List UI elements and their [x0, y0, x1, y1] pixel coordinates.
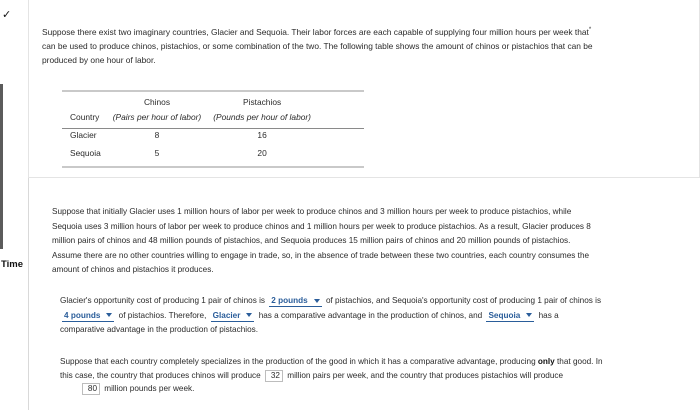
- opportunity-cost-question: [60, 294, 650, 338]
- time-label: Time: [1, 259, 24, 270]
- scenario-paragraph: [52, 205, 647, 278]
- answer-text-6: comparative advantage in the production of pistachios.: [60, 325, 258, 335]
- production-table: [64, 90, 317, 160]
- pistachios-cell: 20: [257, 147, 267, 158]
- pistachios-advantage-dropdown[interactable]: [486, 311, 534, 322]
- specialization-question: [60, 355, 650, 396]
- dropdown-value: Sequoia: [488, 310, 521, 320]
- country-header: Country: [70, 111, 100, 122]
- spec-text-1: Suppose that each country completely specializes in the production of the good in which it has a comparative advantage, producing: [60, 357, 536, 366]
- intro-line-2: can be used to produce chinos, pistachios, or some combination of the two. The following table shows the amount of chinos or pistachios that can be: [42, 41, 593, 52]
- scenario-line-3: million pairs of chinos and 48 million pounds of pistachios, and Sequoia produces 15 million pairs of chinos and 20 million pounds of pistachios.: [52, 236, 571, 245]
- caret-down-icon: [314, 299, 320, 303]
- pistachios-quantity-input[interactable]: 80: [82, 383, 100, 395]
- answer-text-5: has a: [538, 310, 559, 320]
- answer-text-1: Glacier's opportunity cost of producing 1 pair of chinos is: [60, 296, 265, 305]
- answer-text-2: of pistachios, and Sequoia's opportunity cost of producing 1 pair of chinos is: [325, 296, 602, 305]
- scenario-line-2: Sequoia uses 3 million hours of labor per week to produce chinos and 1 million hours per week to produce pistachios. As a result, Glacier produces 8: [52, 221, 591, 231]
- country-cell: Glacier: [70, 129, 97, 140]
- intro-line-3: produced by one hour of labor.: [42, 55, 156, 66]
- chinos-advantage-dropdown[interactable]: [211, 311, 255, 322]
- table-row: [64, 142, 317, 160]
- dropdown-value: 4 pounds: [64, 310, 101, 320]
- chinos-cell: 8: [154, 129, 160, 140]
- chinos-cell: 5: [154, 147, 160, 158]
- dropdown-value: Glacier: [212, 310, 241, 320]
- spec-text-4: million pairs per week, and the country that produces pistachios will produce: [287, 370, 564, 380]
- table-row: [64, 124, 317, 142]
- scenario-line-4: Assume there are no other countries willing to engage in trade, so, in the absence of trade between these two countries, each country consumes the: [52, 250, 590, 260]
- chinos-quantity-input[interactable]: 32: [265, 370, 283, 382]
- caret-down-icon: [246, 313, 252, 317]
- caret-down-icon: [106, 313, 112, 317]
- answer-text-4: has a comparative advantage in the production of chinos, and: [258, 310, 483, 320]
- spec-text-2: that good. In: [557, 357, 603, 366]
- glacier-opportunity-cost-dropdown[interactable]: [269, 296, 321, 307]
- pistachios-header: Pistachios: [243, 96, 282, 107]
- left-sidebar: [0, 0, 29, 410]
- chinos-header: Chinos: [143, 96, 171, 107]
- emphasis-only: only: [537, 357, 555, 366]
- caret-down-icon: [526, 313, 532, 317]
- scenario-line-5: amount of chinos and pistachios it produces.: [52, 265, 214, 274]
- scenario-line-1: Suppose that initially Glacier uses 1 million hours of labor per week to produce chinos and 3 million hours per week to produce pistachios, while: [52, 207, 572, 216]
- pistachios-cell: 16: [257, 129, 267, 140]
- country-cell: Sequoia: [70, 147, 101, 158]
- table-bottom-rule: [62, 166, 364, 168]
- sequoia-opportunity-cost-dropdown[interactable]: [62, 311, 114, 322]
- intro-paragraph: [42, 25, 662, 68]
- spec-text-5: million pounds per week.: [104, 384, 195, 394]
- intro-line-1: Suppose there exist two imaginary countries, Glacier and Sequoia. Their labor forces are each capable of supplying four million hours per week that: [42, 27, 589, 37]
- spec-text-3: this case, the country that produces chinos will produce: [60, 370, 261, 380]
- check-icon: ✓: [2, 9, 12, 21]
- answer-text-3: of pistachios. Therefore,: [118, 310, 207, 320]
- sidebar-progress-bar: [0, 84, 3, 249]
- chinos-subheader: (Pairs per hour of labor): [112, 111, 202, 122]
- dropdown-value: 2 pounds: [271, 296, 308, 305]
- pistachios-subheader: (Pounds per hour of labor): [213, 111, 311, 122]
- footnote-marker: *: [588, 27, 592, 34]
